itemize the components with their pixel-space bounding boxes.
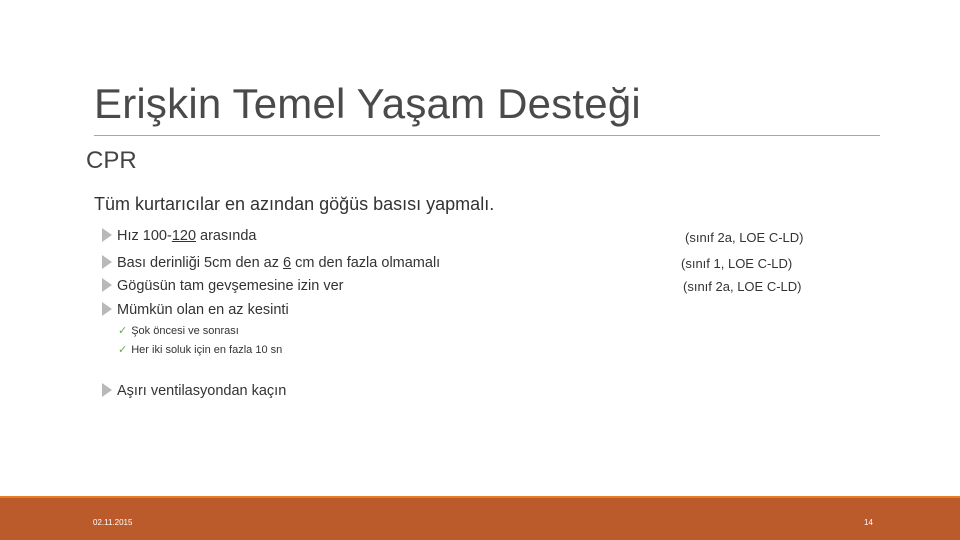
slide-title: Erişkin Temel Yaşam Desteği [94,80,641,127]
footer-date: 02.11.2015 [93,518,133,527]
bullet-underlined-text: 6 [283,255,292,271]
bullet-item [102,300,289,320]
footer-band [0,498,960,540]
bullet-text: cm den fazla olmamalı [291,255,441,271]
sub-bullet-text: Şok öncesi ve sonrası [131,325,239,337]
bullet-text: Aşırı ventilasyondan kaçın [117,383,287,399]
bullet-text: Hız 100- [117,228,172,244]
arrow-bullet-icon [102,228,112,242]
sub-bullet-text: Her iki soluk için en fazla 10 sn [131,344,283,356]
page-number: 14 [864,518,873,527]
title-divider [94,135,880,136]
ref-class: (sınıf 1, LOE C-LD) [681,256,793,271]
arrow-bullet-icon [102,255,112,269]
arrow-bullet-icon [102,302,112,316]
checkmark-icon: ✓ [118,344,128,356]
arrow-bullet-icon [102,278,112,292]
arrow-bullet-icon [102,383,112,397]
checkmark-icon: ✓ [118,325,128,337]
bullet-item [102,226,256,246]
bullet-text: arasında [196,228,257,244]
slide-subtitle: CPR [86,147,137,174]
bullet-text: Mümkün olan en az kesinti [117,302,289,318]
sub-bullet-item [118,324,239,337]
bullet-item [102,381,286,401]
sub-bullet-item [118,343,282,356]
bullet-text: Gögüsün tam gevşemesine izin ver [117,278,344,294]
bullet-underlined-text: 120 [171,228,197,244]
ref-class: (sınıf 2a, LOE C-LD) [685,230,804,245]
bullet-item [102,253,440,273]
ref-class: (sınıf 2a, LOE C-LD) [683,279,802,294]
bullet-text: Bası derinliği 5cm den az [117,255,284,271]
bullet-item [102,276,343,296]
intro-text: Tüm kurtarıcılar en azından göğüs basısı yapmalı. [94,194,495,214]
